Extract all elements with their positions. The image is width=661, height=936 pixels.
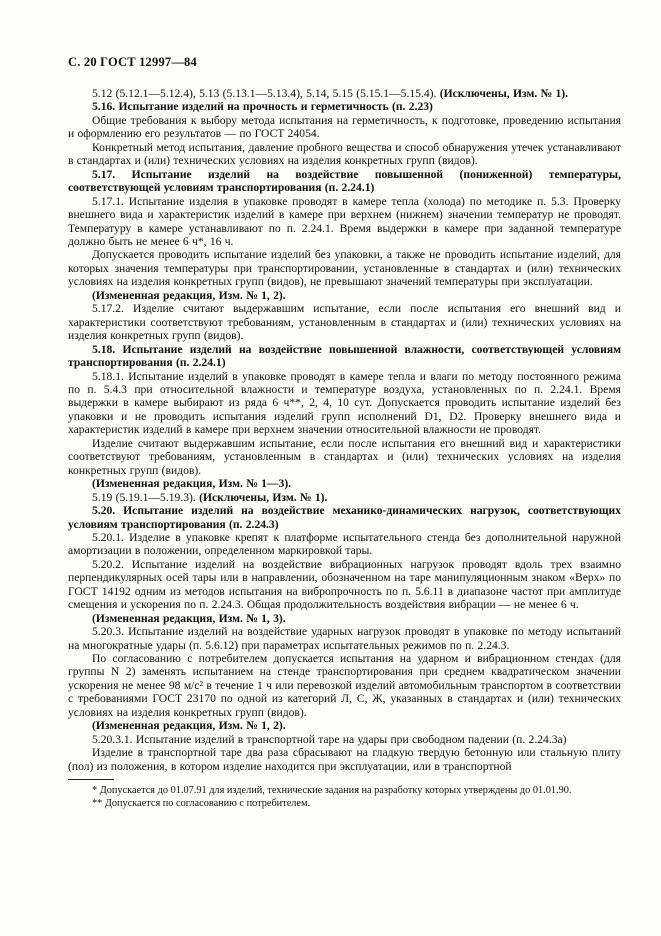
paragraph bbox=[68, 370, 621, 437]
paragraph bbox=[68, 612, 621, 625]
paragraph-text: По согласованию с потребителем допускается испытания на ударном и вибрационном стендах (для группы N 2) заменять испытанием на стенде транспортирования при среднем квадратическом значении ускорения не менее 98 м/с² в течение 1 ч или перевозкой изделий автомобильным транспортом в соответствии с требованиями ГОСТ 23170 по одной из категорий Л, С, Ж, указанных в стандартах и (или) технических условиях на изделия конкретных групп (видов). bbox=[68, 652, 621, 719]
paragraph-text-bold: (Измененная редакция, Изм. № 1, 2). bbox=[92, 288, 286, 302]
paragraph bbox=[68, 733, 621, 746]
paragraph-text: Общие требования к выбору метода испытания на герметичность, к подготовке, проведению испытания и оформлению его результатов — по ГОСТ 24054. bbox=[68, 113, 621, 141]
paragraph bbox=[68, 437, 621, 477]
paragraph bbox=[68, 477, 621, 490]
paragraph bbox=[68, 168, 621, 195]
paragraph-text: 5.20.3.1. Испытание изделий в транспортной таре на удары при свободном падении (п. 2.24.3а) bbox=[92, 732, 567, 746]
paragraph-text-bold: 5.20. Испытание изделий на воздействие механико-динамических нагрузок, соответствующих условиям транспортирования (п. 2.24.3) bbox=[68, 504, 621, 531]
paragraph-text: Изделие считают выдержавшим испытание, если после испытания его внешний вид и характеристики соответствуют требованиям, установленным в стандартах и (или) технических условиях на изделия конкретных групп (видов). bbox=[68, 436, 621, 477]
paragraph bbox=[68, 746, 621, 773]
paragraph bbox=[68, 141, 621, 168]
paragraph-text: 5.20.2. Испытание изделий на воздействие вибрационных нагрузок проводят вдоль трех взаимно перпендикулярных осей тары или в направлении, обозначенном на таре манипуляционным знаком «Верх» по ГОСТ 14192 одним из методов испытания на вибропрочность по п. 5.6.11 в диапазоне частот при амплитуде смещения и ускорения по п. 2.24.3. Общая продолжительность воздействия вибрации — не менее 6 ч. bbox=[68, 557, 621, 612]
paragraph bbox=[68, 343, 621, 370]
paragraph bbox=[68, 558, 621, 612]
paragraph-text: 5.19 (5.19.1—5.19.3). bbox=[92, 490, 200, 504]
paragraph bbox=[68, 531, 621, 558]
paragraph-text-bold: (Измененная редакция, Изм. № 1, 3). bbox=[92, 611, 286, 625]
paragraph-text-bold: 5.16. Испытание изделий на прочность и герметичность (п. 2.23) bbox=[92, 100, 433, 114]
paragraph-text: 5.12 (5.12.1—5.12.4), 5.13 (5.13.1—5.13.4), 5.14, 5.15 (5.15.1—5.15.4). bbox=[92, 87, 440, 100]
paragraph bbox=[68, 719, 621, 732]
paragraph bbox=[68, 100, 621, 113]
paragraph bbox=[68, 491, 621, 504]
paragraph bbox=[68, 87, 621, 100]
paragraph-text: 5.18.1. Испытание изделий в упаковке проводят в камере тепла и влаги по методу постоянного режима по п. 5.4.3 при относительной влажности и температуре воздуха, установленных по п. 2.24.1. Время выдержки в камере выбирают из ряда 6 ч**, 2, 4, 10 сут. Допускается проводить испытание изделий без упаковки и не проводить испытания изделий групп исполнений D1, D2. Проверку внешнего вида и характеристик изделий в камере при верхнем значении относительной влажности не проводят. bbox=[68, 369, 621, 437]
footnote-container bbox=[68, 784, 621, 810]
paragraph bbox=[68, 652, 621, 719]
paragraph-text: 5.20.1. Изделие в упаковке крепят к платформе испытательного стенда без дополнительной наружной амортизации в положении, определенном маркировкой тары. bbox=[68, 530, 621, 558]
paragraph bbox=[68, 248, 621, 288]
paragraph-text-bold: (Измененная редакция, Изм. № 1, 2). bbox=[92, 719, 286, 733]
paragraph-text: Допускается проводить испытание изделий без упаковки, а также не проводить испытание изделий, для которых значения температуры при транспортировании, установленные в стандартах и (или) технических условиях на изделия конкретных групп (видов), не превышают значений температуры при эксплуатации. bbox=[68, 248, 621, 289]
paragraph-text: 5.17.2. Изделие считают выдержавшим испытание, если после испытания его внешний вид и характеристики соответствуют требованиям, установленным в стандартах и (или) технических условиях на изделия конкретных групп (видов). bbox=[68, 302, 621, 343]
paragraph-text-bold: 5.18. Испытание изделий на воздействие повышенной влажности, соответствующей условиям транспортирования (п. 2.24.1) bbox=[68, 342, 621, 370]
footnote: * Допускается до 01.07.91 для изделий, технические задания на разработку которых утверждены до 01.01.90. bbox=[92, 785, 572, 797]
paragraph-text: Изделие в транспортной таре два раза сбрасывают на гладкую твердую бетонную или стальную плиту (пол) из положения, в котором изделие находится при эксплуатации, или в транспортной bbox=[68, 746, 621, 773]
paragraph bbox=[68, 195, 621, 249]
footnote: ** Допускается по согласованию с потребителем. bbox=[92, 798, 311, 810]
paragraph-container bbox=[68, 87, 621, 773]
paragraph bbox=[68, 114, 621, 141]
page-header: С. 20 ГОСТ 12997—84 bbox=[68, 55, 197, 69]
paragraph bbox=[68, 504, 621, 531]
paragraph bbox=[68, 302, 621, 342]
footnote-separator bbox=[68, 779, 114, 780]
paragraph-text-bold: 5.17. Испытание изделий на воздействие повышенной (пониженной) температуры, соответствующей условиям транспортирования (п. 2.24.1) bbox=[68, 167, 621, 195]
paragraph bbox=[68, 625, 621, 652]
paragraph-text-bold: (Исключены, Изм. № 1). bbox=[439, 87, 569, 100]
paragraph-text-bold: (Измененная редакция, Изм. № 1—3). bbox=[92, 477, 292, 491]
document-body bbox=[68, 87, 621, 810]
paragraph bbox=[68, 289, 621, 302]
paragraph-text: Конкретный метод испытания, давление пробного вещества и способ обнаружения утечек устанавливают в стандартах и (или) технических условиях на изделия конкретных групп (видов). bbox=[68, 140, 621, 168]
paragraph-text-bold: (Исключены, Изм. № 1). bbox=[199, 490, 328, 504]
paragraph-text: 5.17.1. Испытание изделия в упаковке проводят в камере тепла (холода) по методике п. 5.3. Проверку внешнего вида и характеристик изделий в камере при верхнем (нижнем) значении температур не проводят. Температуру в камере устанавливают по п. 2.24.1. Время выдержки в камере при заданной температуре должно быть не менее 6 ч*, 16 ч. bbox=[68, 194, 621, 248]
paragraph-text: 5.20.3. Испытание изделий на воздействие ударных нагрузок проводят в упаковке по методу испытаний на многократные удары (п. 5.6.12) при параметрах испытательных режимов по п. 2.24.3. bbox=[68, 625, 621, 652]
